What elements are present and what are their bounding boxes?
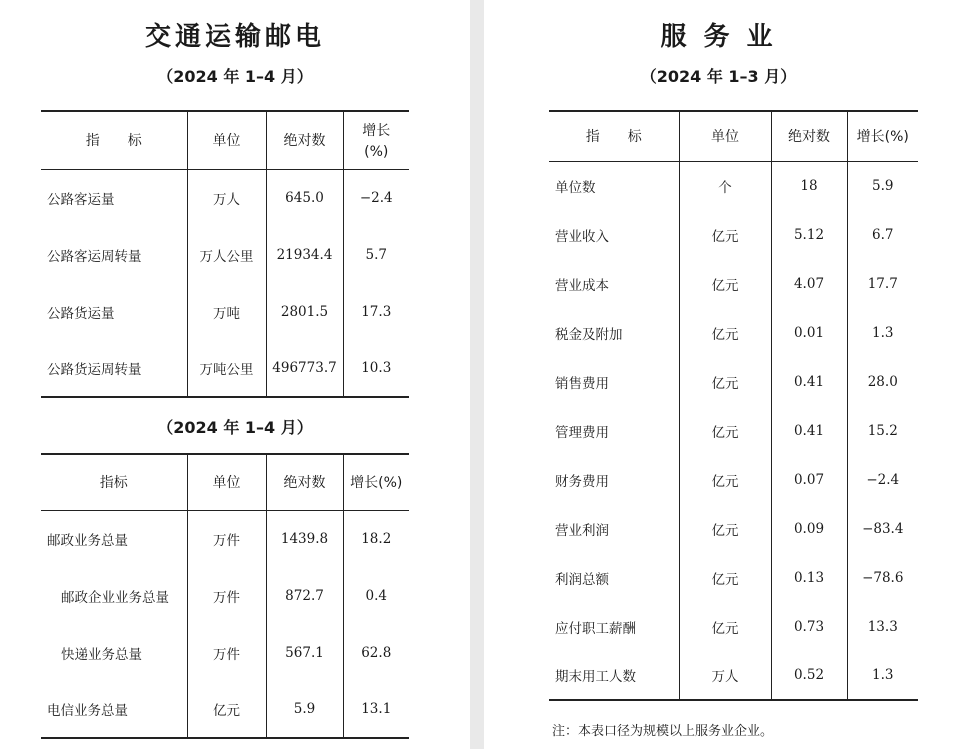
row-growth: 1.3	[847, 308, 918, 357]
row-growth: 6.7	[847, 210, 918, 259]
row-growth: 15.2	[847, 406, 918, 455]
row-name: 单位数	[555, 179, 596, 196]
table-row	[549, 602, 918, 651]
row-value: 18	[771, 161, 847, 210]
row-name: 邮政业务总量	[47, 532, 128, 549]
table-row	[41, 226, 409, 283]
row-value: 0.52	[771, 651, 847, 700]
row-growth: 0.4	[343, 567, 409, 624]
service-header-row	[549, 111, 918, 161]
service-table	[549, 110, 918, 701]
row-value: 0.41	[771, 357, 847, 406]
table-row	[549, 259, 918, 308]
postal-period: （2024 年 1–4 月）	[157, 418, 313, 437]
row-name: 营业收入	[555, 228, 609, 245]
row-value: 567.1	[266, 624, 343, 681]
header-unit: 单位	[187, 111, 266, 169]
row-unit: 亿元	[679, 504, 771, 553]
row-unit: 亿元	[679, 308, 771, 357]
header-indicator: 指标	[41, 454, 187, 510]
row-name: 公路客运周转量	[47, 248, 142, 265]
table-row	[41, 567, 409, 624]
row-value: 0.73	[771, 602, 847, 651]
row-name: 管理费用	[555, 424, 609, 441]
table-row	[549, 553, 918, 602]
row-value: 496773.7	[266, 340, 343, 397]
row-name: 税金及附加	[555, 326, 623, 343]
row-growth: 10.3	[343, 340, 409, 397]
row-unit: 亿元	[679, 602, 771, 651]
page-gutter	[470, 0, 484, 749]
header-absolute: 绝对数	[771, 111, 847, 161]
row-growth: 18.2	[343, 510, 409, 567]
header-unit: 单位	[187, 454, 266, 510]
row-growth: 1.3	[847, 651, 918, 700]
table-row	[549, 406, 918, 455]
postal-header-row	[41, 454, 409, 510]
row-value: 645.0	[266, 169, 343, 226]
transport-header-row	[41, 111, 409, 169]
row-value: 1439.8	[266, 510, 343, 567]
table-row	[549, 210, 918, 259]
row-value: 21934.4	[266, 226, 343, 283]
header-indicator: 指 标	[41, 111, 187, 169]
transport-period: （2024 年 1–4 月）	[157, 67, 313, 86]
row-growth: −2.4	[847, 455, 918, 504]
row-unit: 万人	[187, 169, 266, 226]
row-growth: 62.8	[343, 624, 409, 681]
row-growth: 5.7	[343, 226, 409, 283]
row-name: 公路货运量	[47, 305, 115, 322]
header-growth-line2: (%)	[364, 144, 389, 161]
row-name: 公路货运周转量	[47, 362, 142, 378]
row-name: 公路客运量	[47, 191, 115, 208]
row-name: 应付职工薪酬	[555, 620, 636, 637]
postal-table	[41, 453, 409, 739]
table-row	[41, 283, 409, 340]
header-absolute: 绝对数	[266, 111, 343, 169]
row-growth: 28.0	[847, 357, 918, 406]
row-unit: 亿元	[679, 357, 771, 406]
row-value: 2801.5	[266, 283, 343, 340]
table-row	[549, 357, 918, 406]
row-growth: −78.6	[847, 553, 918, 602]
header-growth: 增长(%)	[343, 454, 409, 510]
row-name: 快递业务总量	[61, 646, 142, 663]
row-name: 销售费用	[555, 375, 609, 392]
header-growth: 增长(%)	[847, 111, 918, 161]
table-row	[549, 504, 918, 553]
header-absolute: 绝对数	[266, 454, 343, 510]
table-row	[41, 681, 409, 738]
row-unit: 亿元	[679, 210, 771, 259]
row-unit: 亿元	[679, 455, 771, 504]
row-name: 营业利润	[555, 522, 609, 539]
row-value: 5.9	[266, 681, 343, 738]
row-unit: 万件	[187, 567, 266, 624]
row-unit: 亿元	[187, 681, 266, 738]
row-growth: 5.9	[847, 161, 918, 210]
row-unit: 个	[679, 161, 771, 210]
row-unit: 万吨公里	[187, 340, 266, 397]
row-growth: 17.3	[343, 283, 409, 340]
row-value: 0.07	[771, 455, 847, 504]
table-row	[549, 161, 918, 210]
row-growth: −2.4	[343, 169, 409, 226]
row-name: 利润总额	[555, 571, 609, 588]
row-unit: 亿元	[679, 553, 771, 602]
row-name: 财务费用	[555, 473, 609, 490]
row-name: 电信业务总量	[47, 703, 128, 719]
row-unit: 亿元	[679, 406, 771, 455]
header-unit: 单位	[679, 111, 771, 161]
header-growth-line1: 增长	[362, 123, 391, 140]
row-unit: 万件	[187, 624, 266, 681]
row-unit: 万人公里	[187, 226, 266, 283]
table-row	[41, 169, 409, 226]
service-title: 服 务 业	[660, 22, 777, 52]
table-row	[549, 455, 918, 504]
right-page	[484, 0, 953, 749]
row-value: 0.13	[771, 553, 847, 602]
table-row	[41, 340, 409, 397]
table-row	[41, 624, 409, 681]
row-name: 邮政企业业务总量	[61, 589, 169, 606]
row-unit: 亿元	[679, 259, 771, 308]
table-row	[41, 510, 409, 567]
transport-title: 交通运输邮电	[144, 22, 325, 52]
left-page	[0, 0, 470, 749]
row-unit: 万吨	[187, 283, 266, 340]
row-name: 营业成本	[555, 277, 609, 294]
transport-table	[41, 110, 409, 398]
row-name: 期末用工人数	[555, 669, 636, 685]
row-value: 5.12	[771, 210, 847, 259]
table-row	[549, 308, 918, 357]
row-value: 4.07	[771, 259, 847, 308]
service-note: 注：本表口径为规模以上服务业企业。	[552, 724, 774, 739]
header-indicator: 指 标	[549, 111, 679, 161]
row-growth: 13.1	[343, 681, 409, 738]
row-value: 0.01	[771, 308, 847, 357]
row-value: 872.7	[266, 567, 343, 624]
row-growth: 17.7	[847, 259, 918, 308]
row-unit: 万人	[679, 651, 771, 700]
table-row	[549, 651, 918, 700]
row-unit: 万件	[187, 510, 266, 567]
row-growth: 13.3	[847, 602, 918, 651]
header-growth	[343, 111, 409, 169]
row-growth: −83.4	[847, 504, 918, 553]
row-value: 0.09	[771, 504, 847, 553]
row-value: 0.41	[771, 406, 847, 455]
service-period: （2024 年 1–3 月）	[640, 67, 797, 86]
